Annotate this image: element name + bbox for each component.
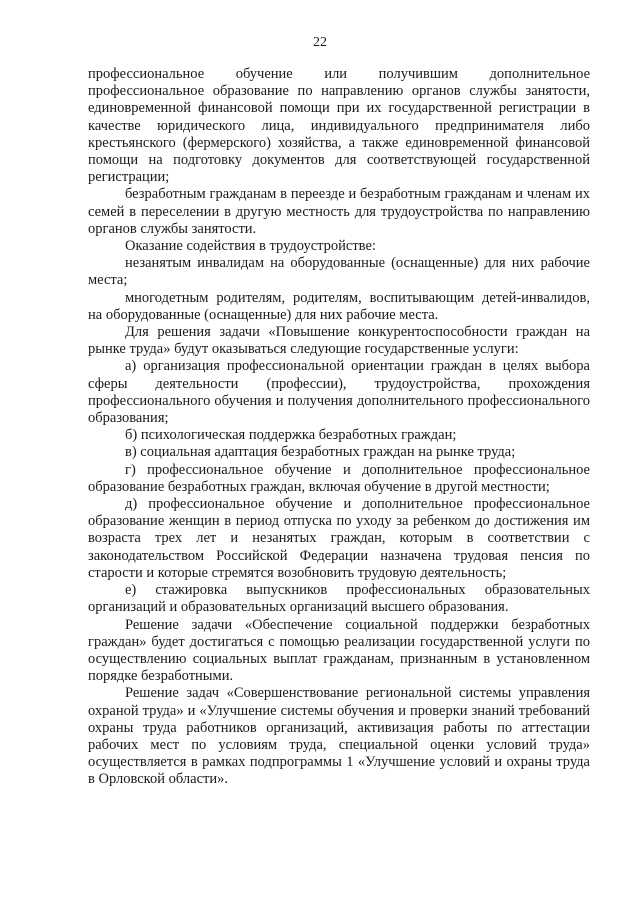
paragraph-6: Для решения задачи «Повышение конкурентоспособности граждан на рынке труда» будут оказываться следующие государственные услуги: <box>88 324 590 358</box>
list-item-b: б) психологическая поддержка безработных граждан; <box>125 427 457 444</box>
paragraph-4: незанятым инвалидам на оборудованные (оснащенные) для них рабочие места; <box>88 255 590 289</box>
document-body <box>88 66 590 789</box>
list-item-d: д) профессиональное обучение и дополнительное профессиональное образование женщин в период отпуска по уходу за ребенком до достижения им возраста трех лет и незанятых граждан, которым в соответствии с законодательством Российской Федерации назначена трудовая пенсия по старости и которые стремятся возобновить трудовую деятельность; <box>88 496 590 581</box>
paragraph-1: профессиональное обучение или получившим дополнительное профессиональное образование по направлению органов службы занятости, единовременной финансовой помощи при их государственной регистрации в качестве юридического лица, индивидуального предпринимателя либо крестьянского (фермерского) хозяйства, а также единовременной финансовой помощи на подготовку документов для соответствующей государственной регистрации; <box>88 66 590 186</box>
paragraph-2: безработным гражданам в переезде и безработным гражданам и членам их семей в переселении в другую местность для трудоустройства по направлению органов службы занятости. <box>88 186 590 237</box>
paragraph-3: Оказание содействия в трудоустройстве: <box>125 238 376 255</box>
list-item-a: а) организация профессиональной ориентации граждан в целях выбора сферы деятельности (профессии), трудоустройства, прохождения профессионального обучения и получения дополнительного профессионального образования; <box>88 358 590 427</box>
page-number: 22 <box>313 35 327 50</box>
paragraph-5: многодетным родителям, родителям, воспитывающим детей-инвалидов, на оборудованные (оснащенные) для них рабочие места. <box>88 289 590 323</box>
list-item-e: е) стажировка выпускников профессиональных образовательных организаций и образовательных организаций высшего образования. <box>88 582 590 616</box>
paragraph-8: Решение задач «Совершенствование региональной системы управления охраной труда» и «Улучшение системы обучения и проверки знаний требований охраны труда работников организаций, активизация работы по аттестации рабочих мест по условиям труда, специальной оценки условий труда» осуществляется в рамках подпрограммы 1 «Улучшение условий и охраны труда в Орловской области». <box>88 685 590 788</box>
paragraph-7: Решение задачи «Обеспечение социальной поддержки безработных граждан» будет достигаться с помощью реализации государственной услуги по осуществлению социальных выплат гражданам, признанным в установленном порядке безработными. <box>88 616 590 685</box>
list-item-v: в) социальная адаптация безработных граждан на рынке труда; <box>125 444 516 461</box>
list-item-g: г) профессиональное обучение и дополнительное профессиональное образование безработных граждан, включая обучение в другой местности; <box>88 461 590 495</box>
